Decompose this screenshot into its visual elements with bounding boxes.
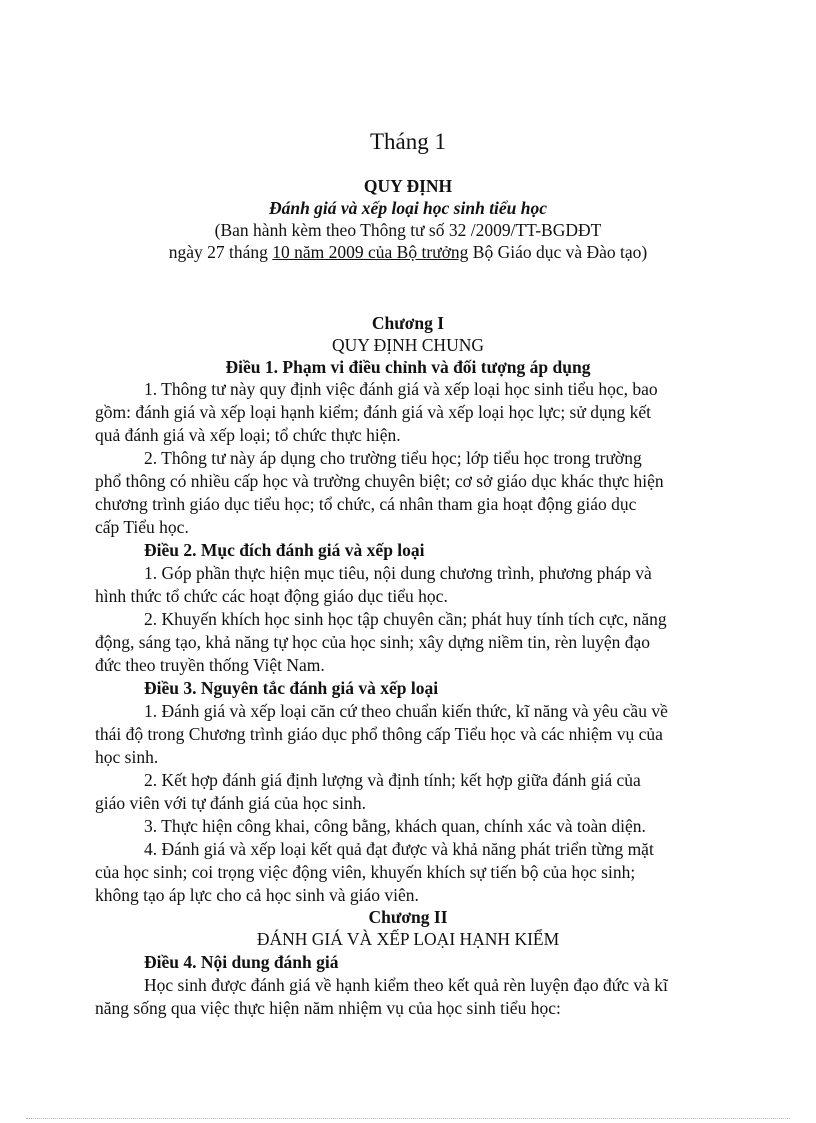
issued-line-1: (Ban hành kèm theo Thông tư số 32 /2009/TT-BGDĐT	[214, 220, 602, 240]
paragraph-line: 4. Đánh giá và xếp loại kết quả đạt được và khả năng phát triển từng mặt	[144, 839, 654, 859]
regulation-title: QUY ĐỊNH	[363, 176, 453, 196]
paragraph-line: 2. Thông tư này áp dụng cho trường tiểu học; lớp tiểu học trong trường	[144, 448, 642, 468]
issued-line-2-b: 10 năm 2009 của Bộ trưởng	[272, 242, 469, 262]
issued-line-2-a: ngày 27 tháng	[168, 242, 273, 262]
paragraph-line: giáo viên với tự đánh giá của học sinh.	[95, 793, 366, 813]
article-3-heading: Điều 3. Nguyên tắc đánh giá và xếp loại	[144, 678, 439, 698]
article-2-heading: Điều 2. Mục đích đánh giá và xếp loại	[144, 540, 425, 560]
paragraph-line: 1. Đánh giá và xếp loại căn cứ theo chuẩn kiến thức, kĩ năng và yêu cầu về	[144, 701, 668, 721]
paragraph-line: 3. Thực hiện công khai, công bằng, khách quan, chính xác và toàn diện.	[144, 816, 646, 836]
paragraph-line: hình thức tổ chức các hoạt động giáo dục tiểu học.	[95, 586, 448, 606]
paragraph-line: 1. Góp phần thực hiện mục tiêu, nội dung chương trình, phương pháp và	[144, 563, 652, 583]
paragraph-line: của học sinh; coi trọng việc động viên, khuyến khích sự tiến bộ của học sinh;	[95, 862, 636, 882]
paragraph-line: 1. Thông tư này quy định việc đánh giá và xếp loại học sinh tiểu học, bao	[144, 379, 658, 399]
paragraph-line: cấp Tiểu học.	[95, 517, 189, 537]
article-4-heading: Điều 4. Nội dung đánh giá	[144, 952, 339, 972]
chapter-1-title: QUY ĐỊNH CHUNG	[332, 335, 484, 355]
month-heading: Tháng 1	[369, 129, 446, 154]
paragraph-line: gồm: đánh giá và xếp loại hạnh kiểm; đánh giá và xếp loại học lực; sử dụng kết	[95, 402, 651, 422]
chapter-2-title: ĐÁNH GIÁ VÀ XẾP LOẠI HẠNH KIỂM	[256, 929, 560, 949]
regulation-subtitle: Đánh giá và xếp loại học sinh tiểu học	[268, 198, 548, 218]
paragraph-line: đức theo truyền thống Việt Nam.	[95, 655, 325, 675]
paragraph-line: Học sinh được đánh giá về hạnh kiểm theo kết quả rèn luyện đạo đức và kĩ	[144, 975, 668, 995]
article-1-heading: Điều 1. Phạm vi điều chỉnh và đối tượng áp dụng	[225, 357, 591, 377]
paragraph-line: động, sáng tạo, khả năng tự học của học sinh; xây dựng niềm tin, rèn luyện đạo	[95, 632, 651, 652]
paragraph-line: thái độ trong Chương trình giáo dục phổ thông cấp Tiểu học và các nhiệm vụ của	[95, 724, 663, 744]
paragraph-line: 2. Khuyến khích học sinh học tập chuyên cần; phát huy tính tích cực, năng	[144, 609, 667, 629]
paragraph-line: học sinh.	[95, 747, 159, 767]
paragraph-line: phổ thông có nhiều cấp học và trường chuyên biệt; cơ sở giáo dục khác thực hiện	[95, 471, 664, 491]
paragraph-line: năng sống qua việc thực hiện năm nhiệm vụ của học sinh tiểu học:	[95, 998, 561, 1018]
page-bottom-divider	[26, 1118, 790, 1119]
paragraph-line: quả đánh giá và xếp loại; tổ chức thực hiện.	[95, 425, 401, 445]
chapter-2-label: Chương II	[368, 907, 448, 927]
paragraph-line: chương trình giáo dục tiểu học; tổ chức, cá nhân tham gia hoạt động giáo dục	[95, 494, 637, 514]
paragraph-line: không tạo áp lực cho cả học sinh và giáo viên.	[95, 885, 419, 905]
issued-line-2	[0, 241, 816, 264]
paragraph-line: 2. Kết hợp đánh giá định lượng và định tính; kết hợp giữa đánh giá của	[144, 770, 641, 790]
issued-line-2-c: Bộ Giáo dục và Đào tạo)	[468, 242, 648, 262]
chapter-1-label: Chương I	[371, 313, 445, 333]
